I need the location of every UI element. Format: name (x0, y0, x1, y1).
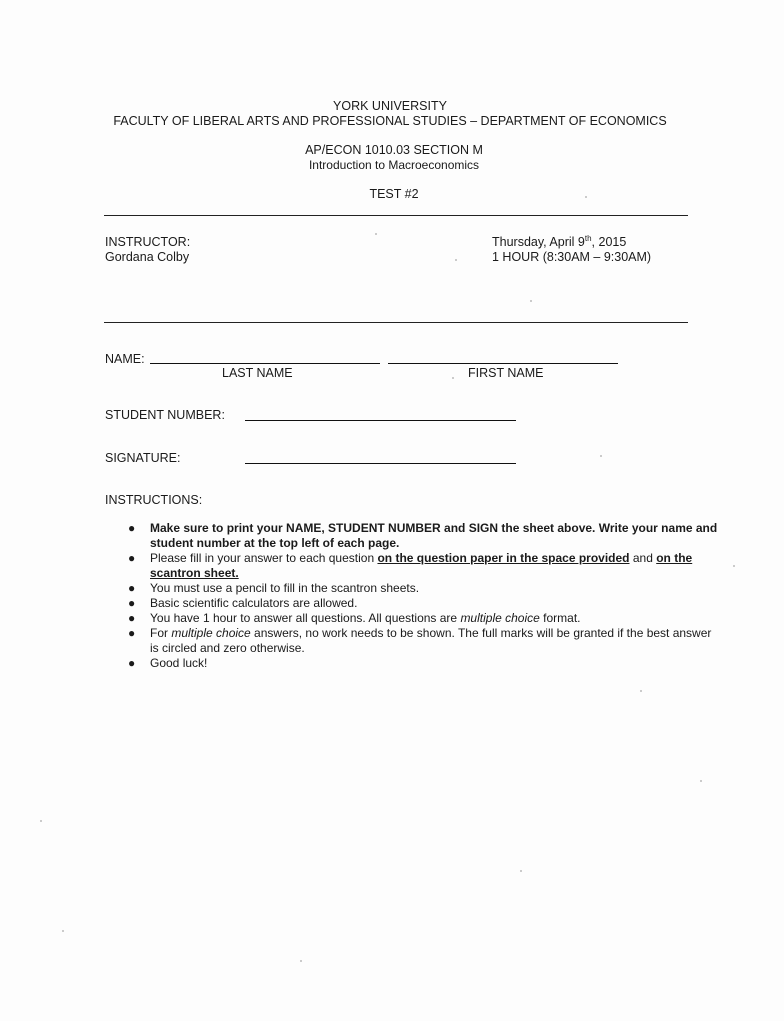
instruction-item (128, 611, 720, 626)
scan-speck (455, 259, 457, 261)
first-name-field[interactable] (388, 363, 618, 364)
faculty-name: FACULTY OF LIBERAL ARTS AND PROFESSIONAL STUDIES – DEPARTMENT OF ECONOMICS (113, 114, 667, 128)
instruction-item (128, 521, 720, 551)
instruction-emphasis: on the scantron sheet. (150, 551, 693, 580)
scan-speck (375, 233, 377, 235)
instruction-emphasis: multiple choice (171, 626, 251, 640)
scan-speck (300, 960, 302, 962)
bullet-icon: ● (128, 611, 136, 625)
student-number-field[interactable] (245, 420, 516, 421)
scan-speck (600, 455, 602, 457)
student-number-label: STUDENT NUMBER: (105, 408, 225, 422)
instruction-text: You have 1 hour to answer all questions. All questions are (150, 611, 461, 625)
instruction-emphasis: on the question paper in the space provided (377, 551, 630, 565)
instructor-label: INSTRUCTOR: (105, 235, 191, 249)
scan-speck (520, 870, 522, 872)
test-title: TEST #2 (369, 187, 419, 201)
header-divider-bottom (104, 322, 688, 323)
name-label: NAME: (105, 352, 145, 366)
instructor-name: Gordana Colby (105, 250, 190, 264)
signature-field[interactable] (245, 463, 516, 464)
exam-date (492, 235, 626, 250)
instruction-text: Make sure to print your NAME, STUDENT NUMBER and SIGN the sheet above. Write your name and student number at the top left of each page. (150, 521, 718, 550)
scan-speck (62, 930, 64, 932)
instruction-text: format. (539, 611, 581, 625)
scan-speck (700, 780, 702, 782)
bullet-icon: ● (128, 596, 136, 610)
signature-label: SIGNATURE: (105, 451, 181, 465)
course-code: AP/ECON 1010.03 SECTION M (305, 143, 483, 157)
scan-speck (733, 565, 735, 567)
scan-speck (452, 377, 454, 379)
instruction-item (128, 656, 720, 671)
bullet-icon: ● (128, 626, 136, 640)
instruction-emphasis: multiple choice (460, 611, 540, 625)
bullet-icon: ● (128, 551, 136, 565)
header-divider-top (104, 215, 688, 216)
instruction-item (128, 596, 720, 611)
instruction-item (128, 581, 720, 596)
scan-speck (585, 196, 587, 198)
last-name-caption: LAST NAME (222, 366, 293, 380)
instruction-text: Basic scientific calculators are allowed. (150, 596, 358, 610)
instruction-text: answers, no work needs to be shown. The full marks will be granted if the best answer is circled and zero otherwise. (150, 626, 712, 655)
instruction-text: Good luck! (150, 656, 208, 670)
bullet-icon: ● (128, 656, 136, 670)
instruction-item (128, 551, 720, 581)
course-name: Introduction to Macroeconomics (308, 158, 480, 172)
exam-date-day: Thursday, April 9 (492, 235, 585, 249)
university-name: YORK UNIVERSITY (333, 99, 447, 113)
instruction-text: and (629, 551, 657, 565)
instructions-list (120, 521, 720, 671)
scan-speck (40, 820, 42, 822)
scan-speck (530, 300, 532, 302)
bullet-icon: ● (128, 581, 136, 595)
bullet-icon: ● (128, 521, 136, 535)
instruction-text: You must use a pencil to fill in the scantron sheets. (150, 581, 420, 595)
instruction-text: Please fill in your answer to each question (150, 551, 378, 565)
exam-date-ordinal: th (584, 233, 592, 243)
exam-duration: 1 HOUR (8:30AM – 9:30AM) (492, 250, 652, 264)
instructions-heading: INSTRUCTIONS: (105, 493, 203, 507)
exam-date-year: , 2015 (591, 235, 627, 249)
instruction-text: For (150, 626, 172, 640)
instruction-item (128, 626, 720, 656)
first-name-caption: FIRST NAME (468, 366, 544, 380)
scan-speck (640, 690, 642, 692)
last-name-field[interactable] (150, 363, 380, 364)
